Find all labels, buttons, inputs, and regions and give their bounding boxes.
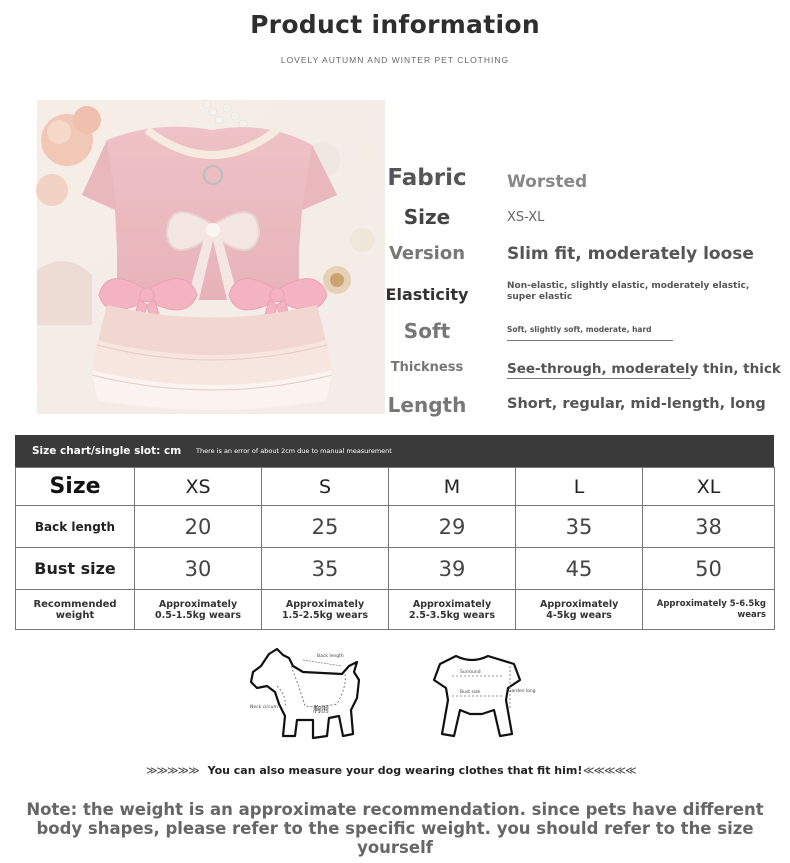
table-cell: 38 bbox=[643, 506, 775, 548]
table-header-row bbox=[16, 468, 775, 506]
table-cell: Approximately 5-6.5kg wears bbox=[643, 590, 775, 630]
table-cell: 30 bbox=[135, 548, 262, 590]
table-cell: 50 bbox=[643, 548, 775, 590]
dog-label-chest: 胸围 bbox=[313, 705, 329, 714]
attr-label-elasticity: Elasticity bbox=[385, 285, 469, 304]
attr-value-elasticity: Non-elastic, slightly elastic, moderately elastic, super elastic bbox=[507, 281, 750, 302]
table-cell: Approximately 2.5-3.5kg wears bbox=[389, 590, 516, 630]
size-col-l: L bbox=[516, 468, 643, 506]
attr-value-version: Slim fit, moderately loose bbox=[507, 244, 754, 264]
attr-value-soft: Soft, slightly soft, moderate, hard bbox=[507, 325, 652, 334]
attr-value-thickness: See-through, moderately thin, thick bbox=[507, 361, 781, 377]
attr-label-fabric: Fabric bbox=[387, 165, 467, 191]
table-cell: Approximately 1.5-2.5kg wears bbox=[262, 590, 389, 630]
table-cell: 45 bbox=[516, 548, 643, 590]
attr-label-thickness: Thickness bbox=[390, 360, 464, 375]
size-header: Size bbox=[16, 468, 135, 506]
garment-label-bust: Bust size bbox=[460, 690, 481, 695]
attr-label-soft: Soft bbox=[403, 319, 451, 343]
soft-underline bbox=[507, 340, 673, 341]
size-chart-title: Size chart/single slot: cm bbox=[32, 445, 182, 457]
row-label-recommended-weight: Recommended weight bbox=[16, 590, 135, 630]
table-row bbox=[16, 548, 775, 590]
page-title: Product information bbox=[250, 10, 540, 39]
garment-label-length: Garden long bbox=[508, 689, 536, 694]
table-cell: 35 bbox=[262, 548, 389, 590]
row-label-back-length: Back length bbox=[16, 506, 135, 548]
attr-label-length: Length bbox=[387, 393, 467, 417]
size-col-xl: XL bbox=[643, 468, 775, 506]
size-chart-note: There is an error of about 2cm due to manual measurement bbox=[196, 447, 392, 455]
attr-label-version: Version bbox=[388, 243, 466, 264]
table-cell: 39 bbox=[389, 548, 516, 590]
product-photo bbox=[37, 100, 385, 414]
size-col-xs: XS bbox=[135, 468, 262, 506]
table-cell: 25 bbox=[262, 506, 389, 548]
table-cell: 29 bbox=[389, 506, 516, 548]
table-row bbox=[16, 590, 775, 630]
attr-value-length: Short, regular, mid-length, long bbox=[507, 396, 766, 412]
garment-measure-diagram bbox=[430, 650, 536, 742]
weight-note: Note: the weight is an approximate recommendation. since pets have different body shapes, please refer to the specific weight. you should refer to the size yourself bbox=[26, 800, 764, 857]
pink-dress-image bbox=[37, 100, 385, 414]
dog-label-back: Back length bbox=[317, 654, 344, 659]
right-arrows-decoration: ≪≪≪≪≪ bbox=[583, 764, 636, 777]
attr-value-size: XS-XL bbox=[507, 210, 545, 225]
size-chart-band bbox=[15, 435, 774, 467]
attr-label-size: Size bbox=[403, 205, 451, 229]
table-row bbox=[16, 506, 775, 548]
left-arrows-decoration: ≫≫≫≫≫ bbox=[146, 764, 199, 777]
table-cell: Approximately 4-5kg wears bbox=[516, 590, 643, 630]
page-subtitle: LOVELY AUTUMN AND WINTER PET CLOTHING bbox=[280, 55, 510, 65]
row-label-bust-size: Bust size bbox=[16, 548, 135, 590]
attr-value-fabric: Worsted bbox=[507, 172, 588, 192]
measure-tip: You can also measure your dog wearing clothes that fit him! bbox=[207, 764, 583, 777]
table-cell: 35 bbox=[516, 506, 643, 548]
size-col-m: M bbox=[389, 468, 516, 506]
dog-measure-diagram bbox=[247, 646, 369, 744]
thickness-underline bbox=[507, 378, 691, 379]
size-table bbox=[15, 467, 775, 630]
garment-label-surround: Surround bbox=[460, 670, 481, 675]
size-col-s: S bbox=[262, 468, 389, 506]
table-cell: 20 bbox=[135, 506, 262, 548]
dog-label-neck: Neck circum bbox=[250, 705, 278, 710]
table-cell: Approximately 0.5-1.5kg wears bbox=[135, 590, 262, 630]
